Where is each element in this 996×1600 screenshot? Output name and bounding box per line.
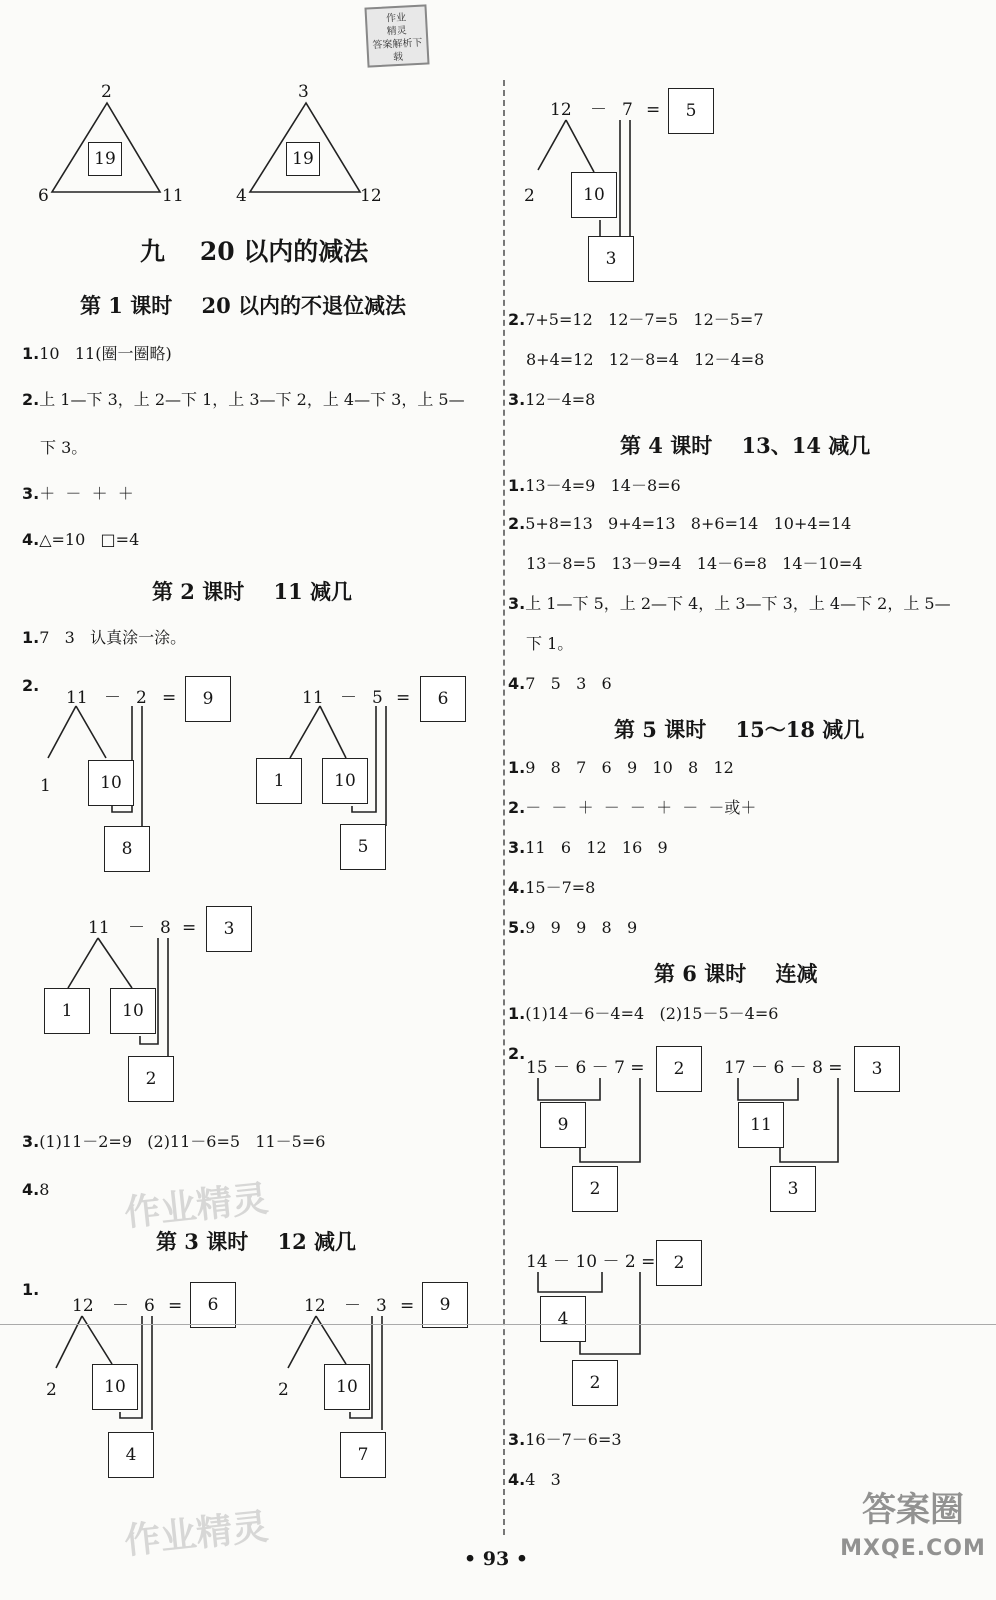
expr-num: 11 xyxy=(88,918,110,938)
answer-line: 1.13－4=9 14－8=6 xyxy=(508,476,681,495)
triangle-center-box: 19 xyxy=(286,142,320,176)
expr-num: 11 xyxy=(302,688,324,708)
answer-line: 4.4 3 xyxy=(508,1470,561,1489)
unit-title: 九 20 以内的减法 xyxy=(140,237,369,266)
answer-line: 2.－ － ＋ － － ＋ － －或＋ xyxy=(508,798,757,817)
expr-num: 2 xyxy=(136,688,147,708)
watermark: 作业精灵 xyxy=(122,1178,271,1235)
triangle-left-number: 4 xyxy=(236,186,247,206)
answer-box: 3 xyxy=(206,906,252,952)
answer-box: 6 xyxy=(420,676,466,722)
answer-line: 5.9 9 9 8 9 xyxy=(508,918,638,937)
fold-line xyxy=(0,1324,996,1325)
triangle-top-number: 2 xyxy=(101,82,112,102)
column-divider xyxy=(503,80,505,1535)
answer-line: 4.8 xyxy=(22,1180,50,1199)
answer-line: 1.9 8 7 6 9 10 8 12 xyxy=(508,758,734,777)
result-box: 4 xyxy=(108,1432,154,1478)
answer-line: 2.5+8=13 9+4=13 8+6=14 10+4=14 xyxy=(508,514,852,533)
answer-line: 下 1。 xyxy=(526,634,574,653)
lesson-1-title: 第 1 课时 20 以内的不退位减法 xyxy=(80,293,407,318)
answer-line: 13－8=5 13－9=4 14－6=8 14－10=4 xyxy=(526,554,863,573)
site-logo: 答案圈 MXQE.COM xyxy=(840,1490,986,1561)
result-box: 8 xyxy=(104,826,150,872)
answer-line: 3.(1)11－2=9 (2)11－6=5 11－5=6 xyxy=(22,1132,326,1151)
stamp-logo: 作业 精灵 答案解析下载 xyxy=(364,4,429,67)
answer-box: 2 xyxy=(656,1240,702,1286)
expr-num: 3 xyxy=(376,1296,387,1316)
answer-line: 8+4=12 12－8=4 12－4=8 xyxy=(526,350,765,369)
step-box: 9 xyxy=(540,1102,586,1148)
answer-line: 下 3。 xyxy=(40,438,88,457)
expr-text: 14 － 10 － 2 = xyxy=(526,1252,656,1272)
answer-box: 9 xyxy=(422,1282,468,1328)
answer-line: 4.7 5 3 6 xyxy=(508,674,612,693)
ten-box: 10 xyxy=(322,758,368,804)
expr-text: 17 － 6 － 8 = xyxy=(724,1058,843,1078)
expr-eq: = xyxy=(182,918,197,938)
answer-line: 2. xyxy=(508,1044,526,1063)
expr-num: 6 xyxy=(144,1296,155,1316)
expr-num: 12 xyxy=(72,1296,94,1316)
answer-line: 3.＋ － ＋ ＋ xyxy=(22,484,134,503)
expr-num: 11 xyxy=(66,688,88,708)
lesson-3-title: 第 3 课时 12 减几 xyxy=(156,1229,357,1254)
answer-box: 6 xyxy=(190,1282,236,1328)
triangle-top-number: 3 xyxy=(298,82,309,102)
answer-box: 5 xyxy=(668,88,714,134)
ten-box: 10 xyxy=(88,760,134,806)
split-part: 1 xyxy=(40,776,51,796)
answer-line: 1. xyxy=(22,1280,40,1299)
step-box: 4 xyxy=(540,1296,586,1342)
split-part: 2 xyxy=(524,186,535,206)
step-box: 11 xyxy=(738,1102,784,1148)
expr-num: 5 xyxy=(372,688,383,708)
expr-num: 12 xyxy=(304,1296,326,1316)
expr-num: 12 xyxy=(550,100,572,120)
expr-eq: = xyxy=(396,688,411,708)
answer-line: 3.上 1—下 5，上 2—下 4，上 3—下 3，上 4—下 2，上 5— xyxy=(508,594,951,613)
part-box: 1 xyxy=(44,988,90,1034)
part-box: 1 xyxy=(256,758,302,804)
answer-line: 4.15－7=8 xyxy=(508,878,596,897)
triangle-center-box: 19 xyxy=(88,142,122,176)
watermark: 作业精灵 xyxy=(122,1506,271,1563)
split-part: 2 xyxy=(278,1380,289,1400)
answer-box: 9 xyxy=(185,676,231,722)
answer-line: 2.上 1—下 3，上 2—下 1，上 3—下 2，上 4—下 3，上 5— xyxy=(22,390,465,409)
result-box: 3 xyxy=(588,236,634,282)
triangle-left-number: 6 xyxy=(38,186,49,206)
triangle-right-number: 12 xyxy=(360,186,382,206)
expr-num: 7 xyxy=(622,100,633,120)
ten-box: 10 xyxy=(324,1364,370,1410)
lesson-4-title: 第 4 课时 13、14 减几 xyxy=(620,433,871,458)
expr-op: － xyxy=(590,100,607,120)
step-box: 3 xyxy=(770,1166,816,1212)
lesson-6-title: 第 6 课时 连减 xyxy=(654,961,818,986)
expr-op: － xyxy=(344,1296,361,1316)
triangle-right-number: 11 xyxy=(162,186,184,206)
answer-line: 3.11 6 12 16 9 xyxy=(508,838,668,857)
answer-line: 1.(1)14－6－4=4 (2)15－5－4=6 xyxy=(508,1004,779,1023)
split-part: 2 xyxy=(46,1380,57,1400)
expr-op: － xyxy=(340,688,357,708)
result-box: 2 xyxy=(128,1056,174,1102)
step-box: 2 xyxy=(572,1360,618,1406)
step-box: 2 xyxy=(572,1166,618,1212)
answer-box: 2 xyxy=(656,1046,702,1092)
answer-line: 1.10 11(圈一圈略) xyxy=(22,344,172,363)
lesson-5-title: 第 5 课时 15～18 减几 xyxy=(614,717,865,742)
expr-op: － xyxy=(112,1296,129,1316)
answer-line: 3.12－4=8 xyxy=(508,390,596,409)
answer-box: 3 xyxy=(854,1046,900,1092)
ten-box: 10 xyxy=(571,172,617,218)
expr-text: 15 － 6 － 7 = xyxy=(526,1058,645,1078)
answer-line: 2.7+5=12 12－7=5 12－5=7 xyxy=(508,310,764,329)
lesson-2-title: 第 2 课时 11 减几 xyxy=(152,579,353,604)
expr-eq: = xyxy=(400,1296,415,1316)
expr-eq: = xyxy=(168,1296,183,1316)
expr-op: － xyxy=(104,688,121,708)
answer-line: 3.16－7－6=3 xyxy=(508,1430,622,1449)
page-number: • 93 • xyxy=(464,1548,528,1570)
answer-line: 1.7 3 认真涂一涂。 xyxy=(22,628,187,647)
expr-op: － xyxy=(128,918,145,938)
answer-line: 4.△=10 □=4 xyxy=(22,530,140,549)
expr-eq: = xyxy=(162,688,177,708)
result-box: 7 xyxy=(340,1432,386,1478)
expr-eq: = xyxy=(646,100,661,120)
expr-num: 8 xyxy=(160,918,171,938)
ten-box: 10 xyxy=(110,988,156,1034)
answer-line: 2. xyxy=(22,676,40,695)
result-box: 5 xyxy=(340,824,386,870)
ten-box: 10 xyxy=(92,1364,138,1410)
